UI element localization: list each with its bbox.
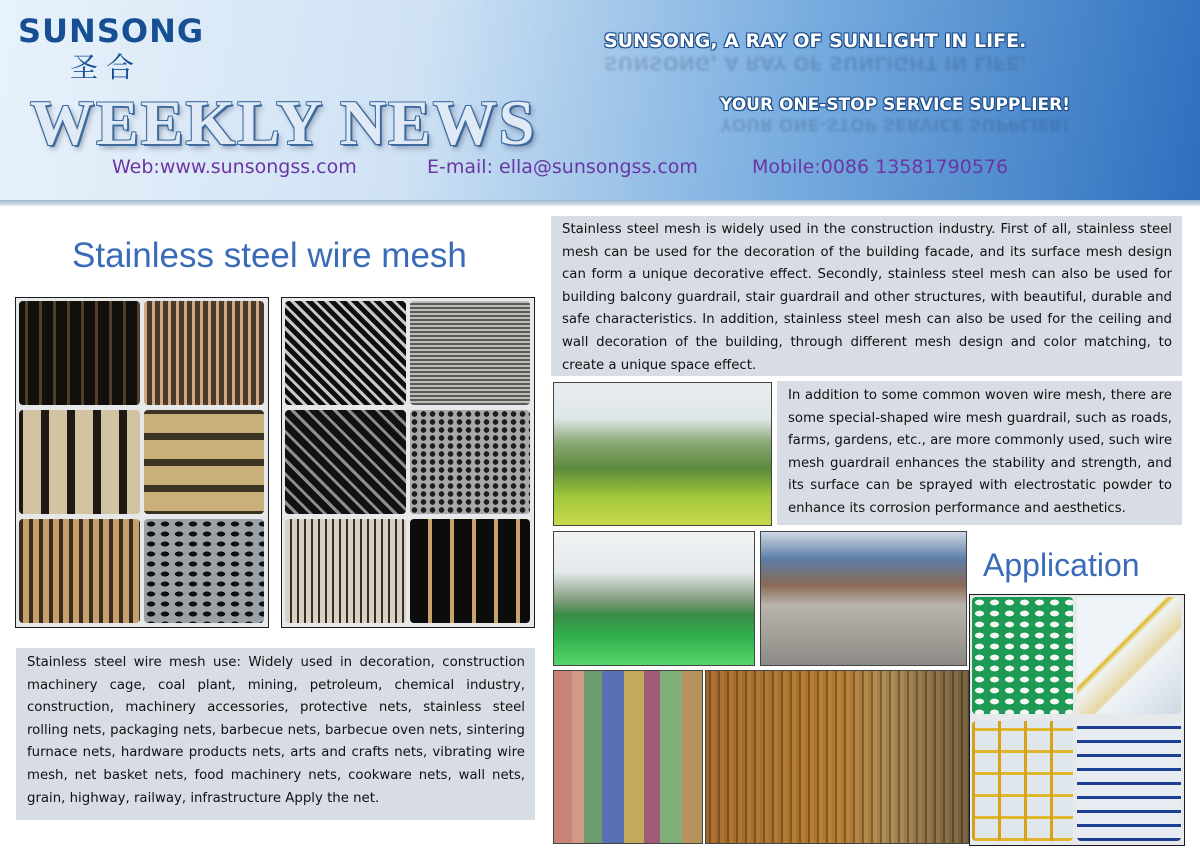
mesh-sample-image — [19, 519, 140, 623]
mesh-sample-image — [410, 519, 530, 623]
slogan-primary: SUNSONG, A RAY OF SUNLIGHT IN LIFE. — [604, 30, 1027, 52]
sports-court-fence-photo — [553, 531, 755, 666]
slogan-secondary-reflection: YOUR ONE-STOP SERVICE SUPPLIER! — [720, 114, 1071, 134]
application-image — [972, 597, 1073, 714]
header-banner — [0, 0, 1200, 200]
slogan-primary-reflection: SUNSONG, A RAY OF SUNLIGHT IN LIFE. — [604, 52, 1027, 74]
application-image — [1077, 721, 1181, 841]
application-image — [1077, 597, 1181, 714]
chain-link-mesh-photo — [760, 531, 967, 666]
application-photo-grid — [969, 594, 1185, 846]
mesh-sample-image — [285, 410, 406, 514]
mesh-sample-image — [144, 410, 264, 514]
mesh-sample-grid-left — [15, 297, 269, 628]
mesh-sample-image — [285, 519, 406, 623]
mesh-sample-image — [410, 301, 530, 405]
construction-use-text: Stainless steel mesh is widely used in the construction industry. First of all, stainless steel mesh can be used for the decoration of the building facade, and its surface mesh design can form a unique decorative effect. Secondly, stainless steel mesh can also be used for building balcony guardrail, stair guardrail and other structures, with beautiful, durable and safe characteristics. In addition, stainless steel mesh can also be used for the ceiling and wall decoration of the building, through different mesh design and color matching, to create a unique space effect. — [551, 216, 1182, 376]
contact-email: E-mail: ella@sunsongss.com — [427, 156, 698, 178]
application-title: Application — [983, 547, 1140, 583]
company-logo — [18, 12, 208, 86]
contact-mobile: Mobile:0086 13581790576 — [752, 156, 1009, 178]
metal-coil-drapery-photo — [705, 670, 969, 844]
mesh-sample-image — [285, 301, 406, 405]
mesh-use-text: Stainless steel wire mesh use: Widely used in decoration, construction machinery cage, coal plant, mining, petroleum, chemical industry, construction, machinery accessories, protective nets, stainless steel rolling nets, packaging nets, barbecue nets, barbecue oven nets, sintering furnace nets, hardware products nets, arts and crafts nets, vibrating wire mesh, net basket nets, food machinery nets, cookware nets, wall nets, grain, highway, railway, infrastructure Apply the net. — [16, 648, 535, 820]
application-image — [972, 721, 1073, 841]
logo-wordmark: SUNSONG — [18, 12, 205, 50]
guardrail-text: In addition to some common woven wire mesh, there are some special-shaped wire mesh guardrail, such as roads, farms, gardens, etc., are more commonly used, such wire mesh guardrail enhances the stability and strength, and its surface can be sprayed with electrostatic powder to enhance its corrosion performance and aesthetics. — [777, 381, 1182, 525]
header-divider — [0, 200, 1200, 206]
green-fence-photo — [553, 382, 772, 526]
mesh-sample-image — [144, 519, 264, 623]
contact-web: Web:www.sunsongss.com — [112, 156, 357, 178]
slogan-secondary: YOUR ONE-STOP SERVICE SUPPLIER! — [720, 95, 1071, 115]
colored-chain-curtain-photo — [553, 670, 703, 844]
mesh-sample-image — [410, 410, 530, 514]
newsletter-title: WEEKLY NEWS — [30, 87, 537, 158]
mesh-sample-image — [19, 301, 140, 405]
logo-chinese-name: 圣合 — [70, 51, 143, 84]
mesh-sample-image — [144, 301, 264, 405]
mesh-sample-grid-right — [281, 297, 535, 628]
section-title: Stainless steel wire mesh — [72, 236, 467, 275]
mesh-sample-image — [19, 410, 140, 514]
